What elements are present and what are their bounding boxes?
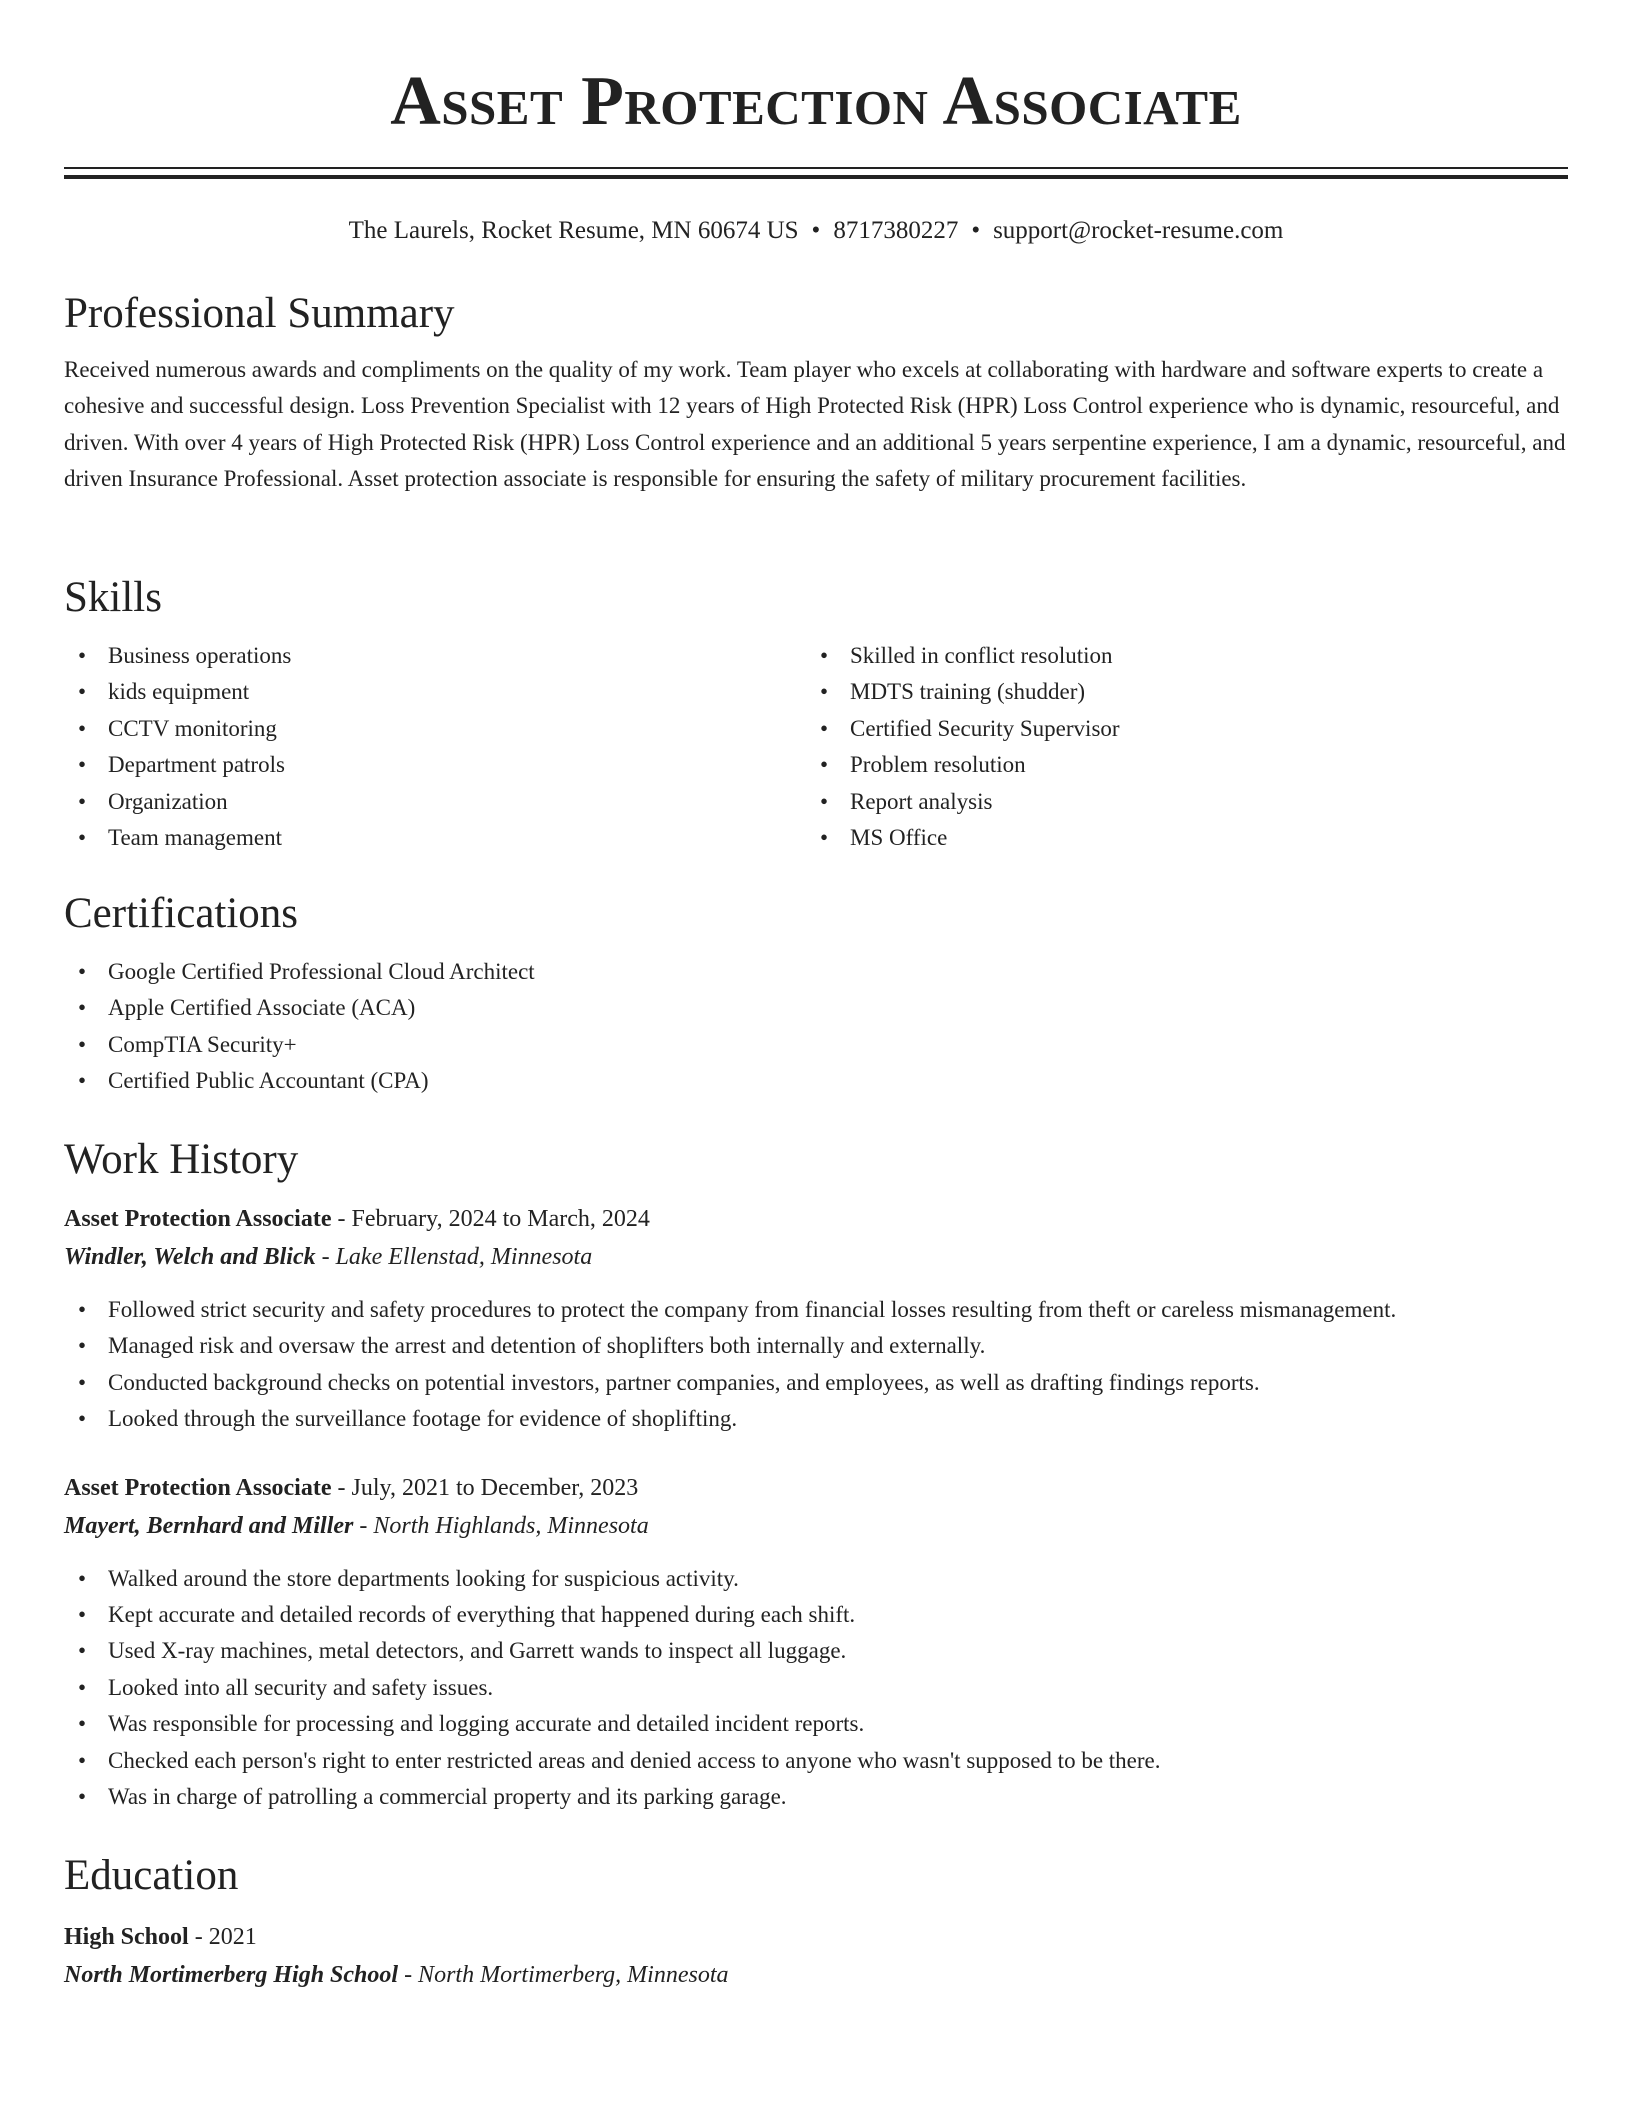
skill-item: • MDTS training (shudder)	[806, 674, 1548, 710]
skill-item: • MS Office	[806, 820, 1548, 856]
certification-item: • Certified Public Accountant (CPA)	[64, 1063, 1568, 1099]
job-duty: • Followed strict security and safety procedures to protect the company from financial losses resulting from theft or careless mismanagement.	[64, 1292, 1568, 1328]
skill-item: • Report analysis	[806, 784, 1548, 820]
certifications-list	[64, 954, 1568, 1100]
summary-section	[64, 288, 1568, 498]
job-company: Mayert, Bernhard and Miller	[64, 1512, 354, 1539]
job-dates: - July, 2021 to December, 2023	[337, 1474, 639, 1501]
job-duty: • Looked into all security and safety issues.	[64, 1670, 1568, 1706]
education-school-line	[64, 1956, 1568, 1994]
education-section	[64, 1850, 1568, 1994]
job-duty: • Walked around the store departments looking for suspicious activity.	[64, 1561, 1568, 1597]
job-title: Asset Protection Associate	[64, 1474, 332, 1501]
job-company: Windler, Welch and Blick	[64, 1244, 316, 1270]
education-entry	[64, 1918, 1568, 1994]
certification-item: • CompTIA Security+	[64, 1027, 1568, 1063]
skill-item: • Organization	[64, 784, 806, 820]
job-company-line	[64, 1238, 1568, 1276]
skill-item: • Skilled in conflict resolution	[806, 638, 1548, 674]
job-duties-list	[64, 1292, 1568, 1438]
skill-item: • Team management	[64, 820, 806, 856]
job-duty: • Was responsible for processing and logging accurate and detailed incident reports.	[64, 1706, 1568, 1742]
education-school: North Mortimerberg High School	[64, 1962, 399, 1988]
job-dates: - February, 2024 to March, 2024	[337, 1206, 650, 1232]
contact-phone: 8717380227	[833, 217, 959, 244]
job-location: - North Highlands, Minnesota	[359, 1512, 649, 1539]
certification-item: • Google Certified Professional Cloud Architect	[64, 954, 1568, 990]
work-history-section	[64, 1134, 1568, 1815]
job-title-line	[64, 1469, 1568, 1507]
skill-item: • CCTV monitoring	[64, 711, 806, 747]
skills-list-left	[64, 638, 806, 856]
skill-item: • Business operations	[64, 638, 806, 674]
contact-separator: •	[811, 217, 821, 244]
skill-item: • kids equipment	[64, 674, 806, 710]
contact-email: support@rocket-resume.com	[993, 217, 1284, 244]
contact-address: The Laurels, Rocket Resume, MN 60674 US	[348, 217, 799, 244]
job-title: Asset Protection Associate	[64, 1206, 332, 1232]
job-title-line	[64, 1200, 1568, 1238]
skills-section	[64, 572, 1568, 856]
skill-item: • Department patrols	[64, 747, 806, 783]
education-year: - 2021	[194, 1924, 257, 1950]
job-duty: • Used X-ray machines, metal detectors, and Garrett wands to inspect all luggage.	[64, 1633, 1568, 1669]
contact-line	[64, 214, 1568, 248]
education-location: - North Mortimerberg, Minnesota	[404, 1962, 729, 1988]
work-history-heading: Work History	[64, 1136, 299, 1183]
header-divider-thin	[64, 167, 1568, 169]
contact-separator: •	[971, 217, 981, 244]
certification-item: • Apple Certified Associate (ACA)	[64, 990, 1568, 1026]
skill-item: • Problem resolution	[806, 747, 1548, 783]
job-duty: • Conducted background checks on potential investors, partner companies, and employees, as well as drafting findings reports.	[64, 1365, 1568, 1401]
skills-heading: Skills	[64, 574, 162, 621]
summary-heading: Professional Summary	[64, 290, 455, 337]
summary-text: Received numerous awards and compliments on the quality of my work. Team player who excels at collaborating with hardware and software experts to create a cohesive and successful design. Loss Prevention Specialist with 12 years of High Protected Risk (HPR) Loss Control experience who is dynamic, resourceful, and driven. With over 4 years of High Protected Risk (HPR) Loss Control experience and an additional 5 years serpentine experience, I am a dynamic, resourceful, and driven Insurance Professional. Asset protection associate is responsible for ensuring the safety of military procurement facilities.	[64, 357, 1566, 492]
resume-page	[64, 0, 1568, 1988]
education-heading: Education	[64, 1852, 239, 1899]
job-company-line	[64, 1507, 1568, 1545]
education-degree: High School	[64, 1924, 189, 1950]
job-entry	[64, 1200, 1568, 1438]
job-duty: • Was in charge of patrolling a commercial property and its parking garage.	[64, 1779, 1568, 1815]
certifications-heading: Certifications	[64, 890, 299, 937]
header-divider-thick	[64, 175, 1568, 179]
job-duty: • Managed risk and oversaw the arrest and detention of shoplifters both internally and externally.	[64, 1328, 1568, 1364]
job-duties-list	[64, 1561, 1568, 1816]
job-duty: • Kept accurate and detailed records of everything that happened during each shift.	[64, 1597, 1568, 1633]
certifications-section	[64, 888, 1568, 1100]
job-duty: • Looked through the surveillance footage for evidence of shoplifting.	[64, 1401, 1568, 1437]
skills-list-right	[806, 638, 1548, 856]
job-location: - Lake Ellenstad, Minnesota	[321, 1244, 593, 1270]
job-duty: • Checked each person's right to enter restricted areas and denied access to anyone who wasn't supposed to be there.	[64, 1743, 1568, 1779]
skill-item: • Certified Security Supervisor	[806, 711, 1548, 747]
job-entry	[64, 1469, 1568, 1816]
skills-columns	[64, 638, 1568, 856]
candidate-name: Asset Protection Associate	[390, 63, 1242, 140]
education-degree-line	[64, 1918, 1568, 1956]
